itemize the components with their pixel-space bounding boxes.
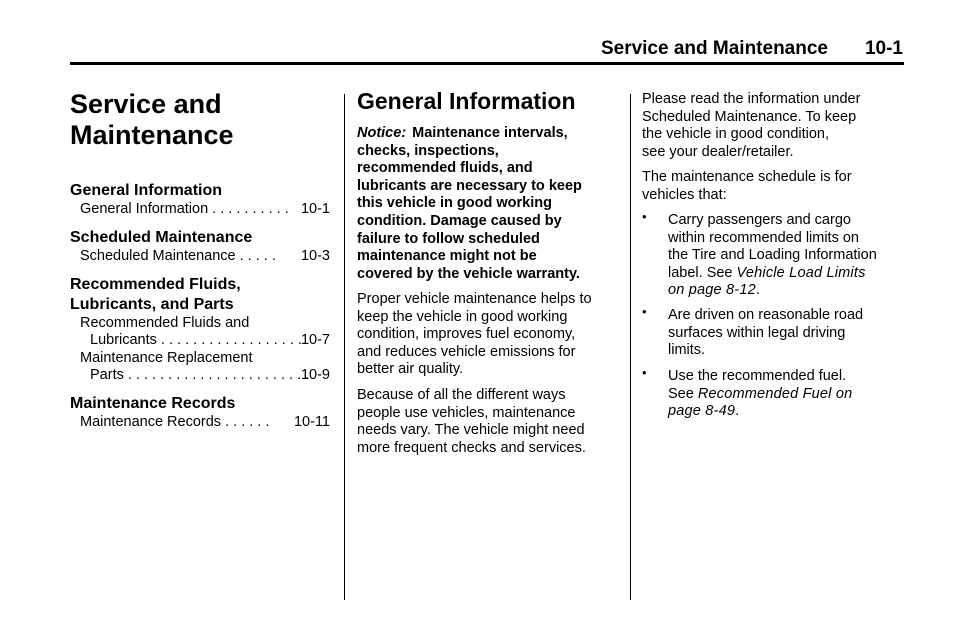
notice-paragraph xyxy=(357,125,621,283)
section-title: General Information xyxy=(357,88,576,114)
toc-entry-label: Maintenance Records . . . . . . xyxy=(80,414,270,430)
header-rule xyxy=(70,62,904,65)
text-line: vehicles that: xyxy=(642,186,727,203)
vehicle-load-limits-page-link[interactable]: on page 8-12 xyxy=(668,282,756,299)
text-run: label. See xyxy=(668,264,737,281)
toc-entry-general-information[interactable] xyxy=(80,201,330,219)
notice-text: maintenance might not be xyxy=(357,248,537,265)
text-line: the vehicle in good condition, xyxy=(642,126,830,143)
bullet-item-passengers-cargo xyxy=(668,212,908,300)
notice-text: lubricants are necessary to keep xyxy=(357,177,582,194)
text-line: more frequent checks and services. xyxy=(357,439,586,456)
toc-heading-general-information: General Information xyxy=(70,182,223,199)
text-line: Carry passengers and cargo xyxy=(668,212,851,228)
text-run: . xyxy=(735,403,740,420)
toc-entry-page: 10-11 xyxy=(293,414,330,430)
toc-entry-label: Parts . . . . . . . . . . . . . . . . . . . . . . . xyxy=(90,367,310,383)
text-line: Scheduled Maintenance. To keep xyxy=(642,108,857,125)
notice-text: covered by the vehicle warranty. xyxy=(357,265,580,282)
notice-text: Maintenance intervals, xyxy=(412,125,568,141)
notice-line-1 xyxy=(357,125,621,143)
toc-entry-page: 10-1 xyxy=(300,201,330,217)
toc-entry-page: 10-3 xyxy=(300,248,330,264)
toc-entry-maintenance-records[interactable] xyxy=(80,414,330,432)
bullet-item-recommended-fuel xyxy=(668,368,908,421)
text-line: keep the vehicle in good working xyxy=(357,308,568,325)
text-line xyxy=(668,403,908,421)
maintenance-needs-paragraph xyxy=(357,387,621,457)
column-divider-1 xyxy=(344,94,345,600)
recommended-fuel-page-link[interactable]: page 8-49 xyxy=(668,403,736,420)
text-line: better air quality. xyxy=(357,361,464,378)
text-line xyxy=(668,265,908,283)
text-line xyxy=(668,386,908,404)
toc-heading-scheduled-maintenance: Scheduled Maintenance xyxy=(70,229,253,246)
chapter-title xyxy=(70,89,332,151)
text-line: and reduces vehicle emissions for xyxy=(357,343,576,360)
toc-entry-label: General Information . . . . . . . . . . xyxy=(80,201,289,217)
text-line: Use the recommended fuel. xyxy=(668,368,847,384)
page-number: 10-1 xyxy=(864,38,903,59)
text-line: surfaces within legal driving xyxy=(668,324,846,341)
toc-entry-maintenance-replacement-line1[interactable]: Maintenance Replacement xyxy=(80,350,253,366)
text-line: see your dealer/retailer. xyxy=(642,143,794,160)
notice-text: failure to follow scheduled xyxy=(357,230,540,247)
toc-heading-line: Lubricants, and Parts xyxy=(70,296,234,313)
text-line: the Tire and Loading Information xyxy=(668,247,877,264)
schedule-scope-paragraph xyxy=(642,169,906,204)
toc-entry-recommended-fluids-line1[interactable]: Recommended Fluids and xyxy=(80,315,250,331)
vehicle-load-limits-link[interactable]: Vehicle Load Limits xyxy=(736,264,866,281)
text-line: people use vehicles, maintenance xyxy=(357,404,576,421)
text-line: limits. xyxy=(668,342,706,359)
text-line: condition, improves fuel economy, xyxy=(357,326,576,343)
toc-heading-recommended-fluids xyxy=(70,275,332,315)
toc-entry-page: 10-7 xyxy=(300,332,330,348)
notice-label: Notice: xyxy=(357,125,407,141)
bullet-icon: • xyxy=(642,365,647,380)
scheduled-maintenance-paragraph xyxy=(642,91,906,161)
text-line: Are driven on reasonable road xyxy=(668,307,864,323)
notice-text: recommended fluids, and xyxy=(357,160,533,177)
text-line: The maintenance schedule is for xyxy=(642,169,852,185)
maintenance-benefits-paragraph xyxy=(357,291,621,379)
text-line: Please read the information under xyxy=(642,91,861,107)
text-line xyxy=(668,282,908,300)
toc-entry-label: Scheduled Maintenance . . . . . xyxy=(80,248,276,264)
notice-text: condition. Damage caused by xyxy=(357,212,562,229)
toc-entry-label: Lubricants . . . . . . . . . . . . . . . . . . xyxy=(90,332,302,348)
toc-entry-maintenance-replacement-parts[interactable] xyxy=(90,367,330,385)
chapter-title-line: Service and xyxy=(70,89,222,119)
toc-entry-page: 10-9 xyxy=(300,367,330,383)
text-run: . xyxy=(755,282,760,299)
bullet-item-reasonable-roads xyxy=(668,307,908,360)
notice-text: checks, inspections, xyxy=(357,142,499,159)
text-line: Because of all the different ways xyxy=(357,387,566,403)
running-header-title: Service and Maintenance xyxy=(600,38,828,59)
recommended-fuel-link[interactable]: Recommended Fuel on xyxy=(697,385,853,402)
chapter-title-line: Maintenance xyxy=(70,120,234,150)
text-line: Proper vehicle maintenance helps to xyxy=(357,291,592,307)
bullet-icon: • xyxy=(642,209,647,224)
toc-entry-scheduled-maintenance[interactable] xyxy=(80,248,330,266)
notice-text: this vehicle in good working xyxy=(357,195,552,212)
toc-heading-maintenance-records: Maintenance Records xyxy=(70,395,236,412)
bullet-icon: • xyxy=(642,304,647,319)
text-line: within recommended limits on xyxy=(668,229,859,246)
text-line: needs vary. The vehicle might need xyxy=(357,422,585,439)
column-divider-2 xyxy=(630,94,631,600)
toc-heading-line: Recommended Fluids, xyxy=(70,276,241,293)
toc-entry-recommended-fluids[interactable] xyxy=(90,332,330,350)
text-run: See xyxy=(668,385,698,402)
